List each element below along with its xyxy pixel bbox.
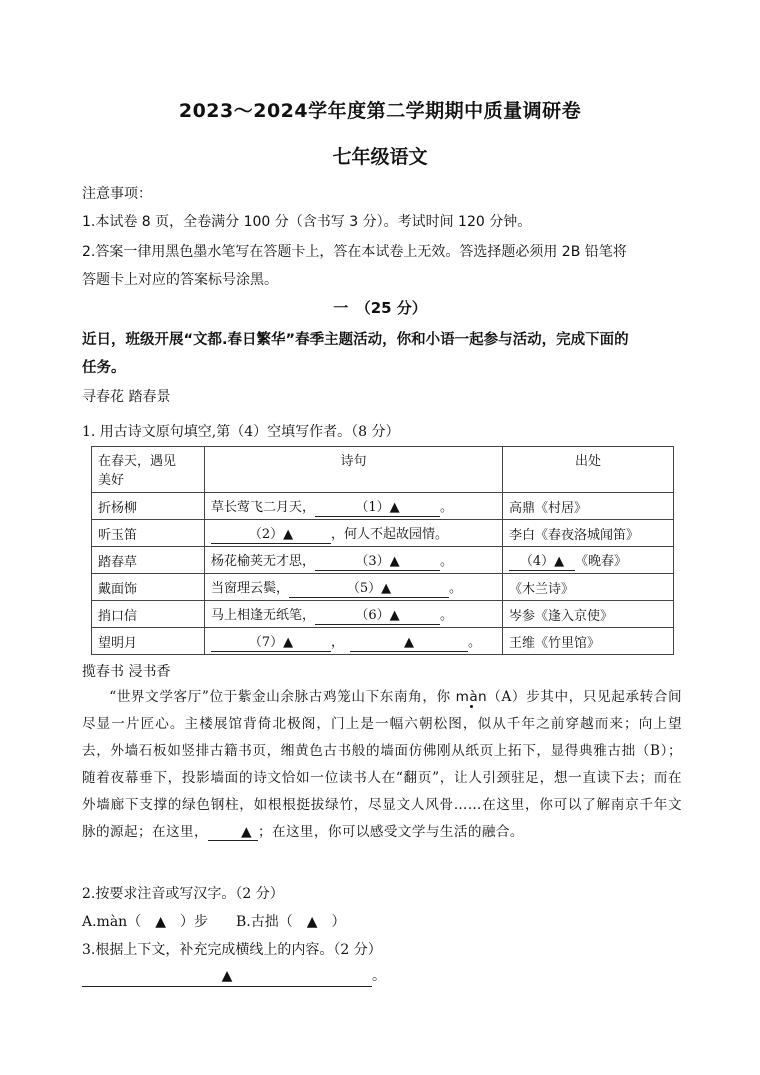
verse-text: 杨花榆荚无才思， xyxy=(211,553,316,569)
question-2: 2.按要求注音或写汉字。（2 分） xyxy=(82,886,284,902)
answer-blank-q3[interactable]: ▲ xyxy=(82,968,372,987)
passage-blank[interactable]: ▲ xyxy=(208,824,258,841)
verse-text: 当窗理云鬓， xyxy=(211,580,290,596)
notes-item-2b: 答题卡上对应的答案标号涂黑。 xyxy=(82,272,278,288)
pinyin-man: màn xyxy=(455,689,488,705)
answer-blank-4[interactable]: （4）▲ xyxy=(509,554,575,571)
option-a[interactable]: A.màn（ ▲ ）步 xyxy=(82,914,208,930)
table-row xyxy=(92,574,674,601)
row-source: 李白《春夜洛城闻笛》 xyxy=(503,520,674,547)
table-header-row xyxy=(92,447,674,493)
row-verse xyxy=(205,493,503,520)
notes-item-1: 1.本试卷 8 页，全卷满分 100 分（含书写 3 分）。考试时间 120 分钟。 xyxy=(82,214,532,230)
exam-subtitle: 七年级语文 xyxy=(332,146,428,168)
verse-punct: 。 xyxy=(468,634,482,650)
subheading-spring-flowers: 寻春花 踏春景 xyxy=(82,389,171,405)
verse-punct: 。 xyxy=(440,499,454,515)
header-cell-theme xyxy=(92,447,205,493)
table-row xyxy=(92,628,674,655)
poem-table xyxy=(91,446,674,655)
table-row xyxy=(92,520,674,547)
source-text: 《晚春》 xyxy=(575,553,628,569)
question-1: 1. 用古诗文原句填空,第（4）空填写作者。（8 分） xyxy=(82,424,400,440)
option-b[interactable]: B.古拙（ ▲ ） xyxy=(235,914,346,930)
verse-text: 马上相逢无纸笔， xyxy=(211,607,316,623)
header-theme-line2: 美好 xyxy=(98,473,125,488)
answer-blank-6[interactable]: （6）▲ xyxy=(315,608,440,625)
exam-title: 2023～2024学年度第二学期期中质量调研卷 xyxy=(178,100,582,122)
header-theme-line1: 在春天，遇见 xyxy=(98,454,177,469)
row-theme: 望明月 xyxy=(92,628,205,655)
answer-blank-7[interactable]: （7）▲ xyxy=(211,635,331,652)
subheading-spring-books: 揽春书 浸书香 xyxy=(82,664,171,680)
row-source: 高鼎《村居》 xyxy=(503,493,674,520)
header-cell-source: 出处 xyxy=(503,447,674,493)
question-3: 3.根据上下文，补充完成横线上的内容。（2 分） xyxy=(82,942,382,958)
row-verse xyxy=(205,520,503,547)
row-verse xyxy=(205,628,503,655)
row-verse xyxy=(205,547,503,574)
row-verse xyxy=(205,574,503,601)
question-2-options xyxy=(82,911,345,931)
answer-blank-3[interactable]: （3）▲ xyxy=(315,554,440,571)
row-verse xyxy=(205,601,503,628)
row-theme: 听玉笛 xyxy=(92,520,205,547)
intro-line-1: 近日，班级开展“文都.春日繁华”春季主题活动，你和小语一起参与活动，完成下面的 xyxy=(82,332,629,348)
answer-blank-1[interactable]: （1）▲ xyxy=(315,500,440,517)
answer-blank-2[interactable]: （2）▲ xyxy=(211,527,331,544)
question-3-answer xyxy=(82,965,386,987)
row-theme: 戴面饰 xyxy=(92,574,205,601)
passage-text-3: ；在这里，你可以感受文学与生活的融合。 xyxy=(257,824,524,840)
header-cell-verse: 诗句 xyxy=(205,447,503,493)
row-theme: 折杨柳 xyxy=(92,493,205,520)
row-theme: 捎口信 xyxy=(92,601,205,628)
verse-punct: 。 xyxy=(449,580,463,596)
verse-punct: ， xyxy=(331,634,345,650)
table-row xyxy=(92,601,674,628)
intro-line-2: 任务。 xyxy=(82,360,126,376)
verse-punct: 。 xyxy=(440,607,454,623)
passage-text-2: （A）步其中，只见起承转合间尽显一片匠心。主楼展馆背倚北极阁，门上是一幅六朝松图，似从千年之前穿越而来；向上望去，外墙石板如竖排古籍书页，缃黄色古书般的墙面仿佛刚从纸页上拓下，显得典雅古拙（B）；随着夜幕垂下，投影墙面的诗文恰如一位读书人在“翻页”，让人引颈驻足，想一直读下去；而在外墙廊下支撑的绿色钢柱，如根根挺拔绿竹，尽显文人风骨……在这里，你可以了解南京千年文脉的源起；在这里， xyxy=(82,689,682,840)
answer-blank-7b[interactable]: ▲ xyxy=(350,635,468,652)
row-source: 岑参《逢入京使》 xyxy=(503,601,674,628)
row-source: 《木兰诗》 xyxy=(503,574,674,601)
verse-text: ，何人不起故园情。 xyxy=(331,526,449,542)
section-label: 一 （25 分） xyxy=(333,299,427,317)
answer-blank-5[interactable]: （5）▲ xyxy=(289,581,449,598)
verse-text: 草长莺飞二月天， xyxy=(211,499,316,515)
notes-item-2a: 2.答案一律用黑色墨水笔写在答题卡上，答在本试卷上无效。答选择题必须用 2B 铅笔将 xyxy=(82,244,627,260)
row-theme: 踏春草 xyxy=(92,547,205,574)
row-source: 王维《竹里馆》 xyxy=(503,628,674,655)
row-source xyxy=(503,547,674,574)
table-row xyxy=(92,547,674,574)
notes-heading: 注意事项： xyxy=(82,186,152,202)
reading-passage xyxy=(82,684,682,846)
verse-punct: 。 xyxy=(440,553,454,569)
table-row xyxy=(92,493,674,520)
answer-end-punct: 。 xyxy=(372,968,386,984)
passage-text-1: “世界文学客厅”位于紫金山余脉古鸡笼山下东南角，你 xyxy=(109,689,456,705)
